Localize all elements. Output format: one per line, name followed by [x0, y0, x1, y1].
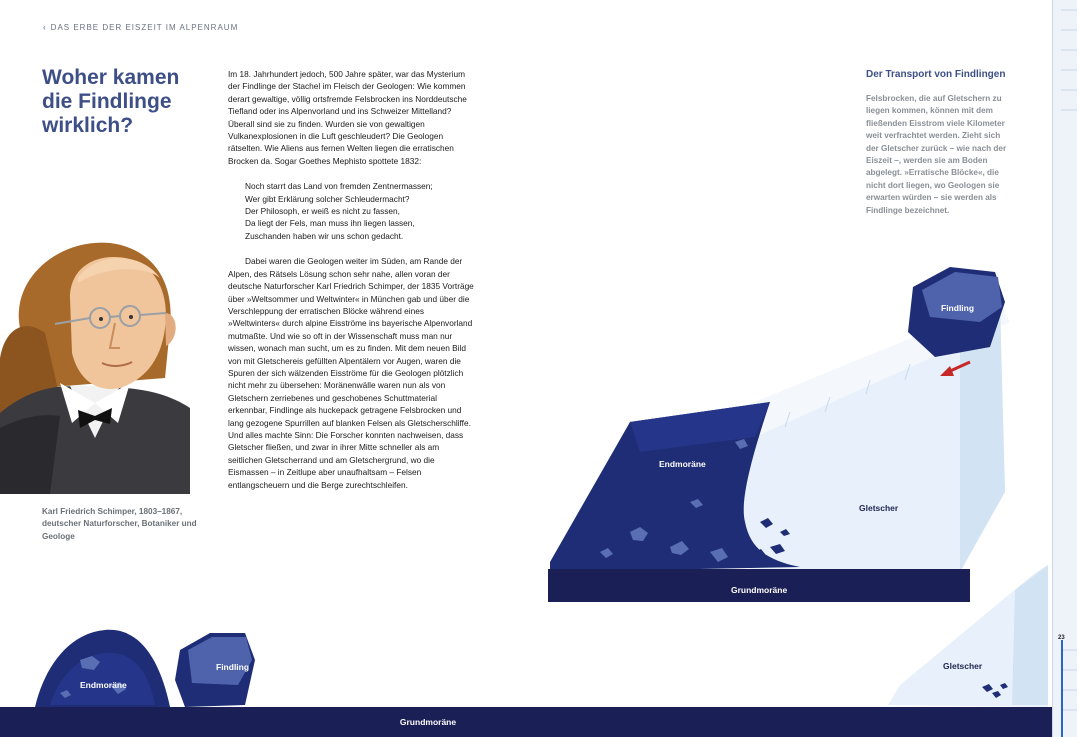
- findling-label-top: Findling: [941, 303, 975, 313]
- paragraph-2: Dabei waren die Geologen weiter im Süden, am Rande der Alpen, des Rätsels Lösung schon sehr nahe, allen voran der deutsche Naturforscher Karl Friedrich Schimper, der 1835 Vorträge über »Weltsommer und Weltwinter« in München gab und über die Verschleppung der erratischen Blöcke während eines »Weltwinters« durch alpine Eisströme ins bayerische Alpenvorland mutmaßte. Und wie so oft in der Wissenschaft muss man nur wissen, wonach man sucht, um es zu finden. Mit dem neuen Bild von mit Gletschereis gefüllten Alpentälern vor Augen, waren die Spuren der sich wälzenden Eisströme für die Geologen plötzlich nicht mehr zu übersehen: Moränenwälle waren nun als von Gletschern zerriebenes und geschobenes Schuttmaterial erkennbar, Findlinge als huckepack getragene Felsbrocken und lang gezogene Spurrillen auf blanken Felsen als Gletscherschliffe. Und alles machte Sinn: Die Forscher konnten nachweisen, dass Gletscher fließen, und zwar in ihrer Mitte schneller als am seitlichen Gletscherrand und am Gletschergrund, wo die Eismassen – in Zeitlupe aber unaufhaltsam – Felsen entlangscheuern und die Berge zurechtschleifen.: [228, 256, 474, 490]
- findling-label-bottom: Findling: [216, 662, 250, 672]
- chevron-left-icon[interactable]: ‹: [43, 23, 47, 32]
- page-number: 23: [1058, 635, 1065, 641]
- quote-line: Der Philosoph, er weiß es nicht zu fassen,: [245, 206, 400, 217]
- portrait-illustration: [0, 238, 192, 494]
- grundmoraene-label-bottom: Grundmoräne: [399, 717, 457, 727]
- breadcrumb-text: DAS ERBE DER EISZEIT IM ALPENRAUM: [50, 23, 239, 32]
- quote-line: Zuschanden haben wir uns schon gedacht.: [245, 230, 404, 241]
- ruler-ticks: [1053, 0, 1077, 737]
- breadcrumb: [43, 23, 238, 32]
- quote-line: Wer gibt Erklärung solcher Schleudermacht?: [245, 193, 410, 204]
- quote-line: Noch starrt das Land von fremden Zentnermassen;: [245, 181, 433, 192]
- body-text: [228, 68, 476, 491]
- sidebar-title: Der Transport von Findlingen: [866, 69, 1006, 80]
- sidebar-text: Felsbrocken, die auf Gletschern zu liegen kommen, können mit dem fließenden Eisstrom viele Kilometer weit verfrachtet werden. Zieht sich der Gletscher zurück – wie nach der Eiszeit –, werden sie am Boden abgelegt. »Erratische Blöcke«, die nicht dort liegen, wo Geologen sie erwarten würden – sie werden als Findlinge bezeichnet.: [866, 94, 1007, 215]
- page-edge-ruler: [1052, 0, 1077, 737]
- gletscher-label-top: Gletscher: [859, 503, 899, 513]
- grundmoraene-label-top: Grundmoräne: [731, 585, 788, 595]
- goethe-quote: [245, 180, 476, 242]
- endmoraene-label-top: Endmoräne: [659, 459, 706, 469]
- glacier-diagram: [540, 262, 1020, 607]
- endmoraene-label-bottom: Endmoräne: [80, 680, 127, 690]
- bottom-landscape: [0, 565, 1052, 710]
- gletscher-label-bottom: Gletscher: [943, 661, 983, 671]
- portrait-caption: Karl Friedrich Schimper, 1803–1867, deutscher Naturforscher, Botaniker und Geologe: [42, 507, 197, 541]
- quote-line: Da liegt der Fels, man muss ihn liegen lassen,: [245, 218, 415, 229]
- page-title: Woher kamen die Findlinge wirklich?: [42, 66, 180, 137]
- paragraph-1: Im 18. Jahrhundert jedoch, 500 Jahre später, war das Mysterium der Findlinge der Stachel im Fleisch der Geologen: Wie kommen derart gewaltige, völlig ortsfremde Felsbrocken ins Norddeutsche Tiefland oder ins Alpenvorland und ins Schweizer Mittelland? Überall sind sie zu finden. Wurden sie von gewaltigen Vulkanexplosionen in die Luft geschleudert? Die Geologen rätselten. Wie Aliens aus fernen Welten liegen die erratischen Brocken da. Sogar Goethes Mephisto spottete 1832:: [228, 69, 467, 166]
